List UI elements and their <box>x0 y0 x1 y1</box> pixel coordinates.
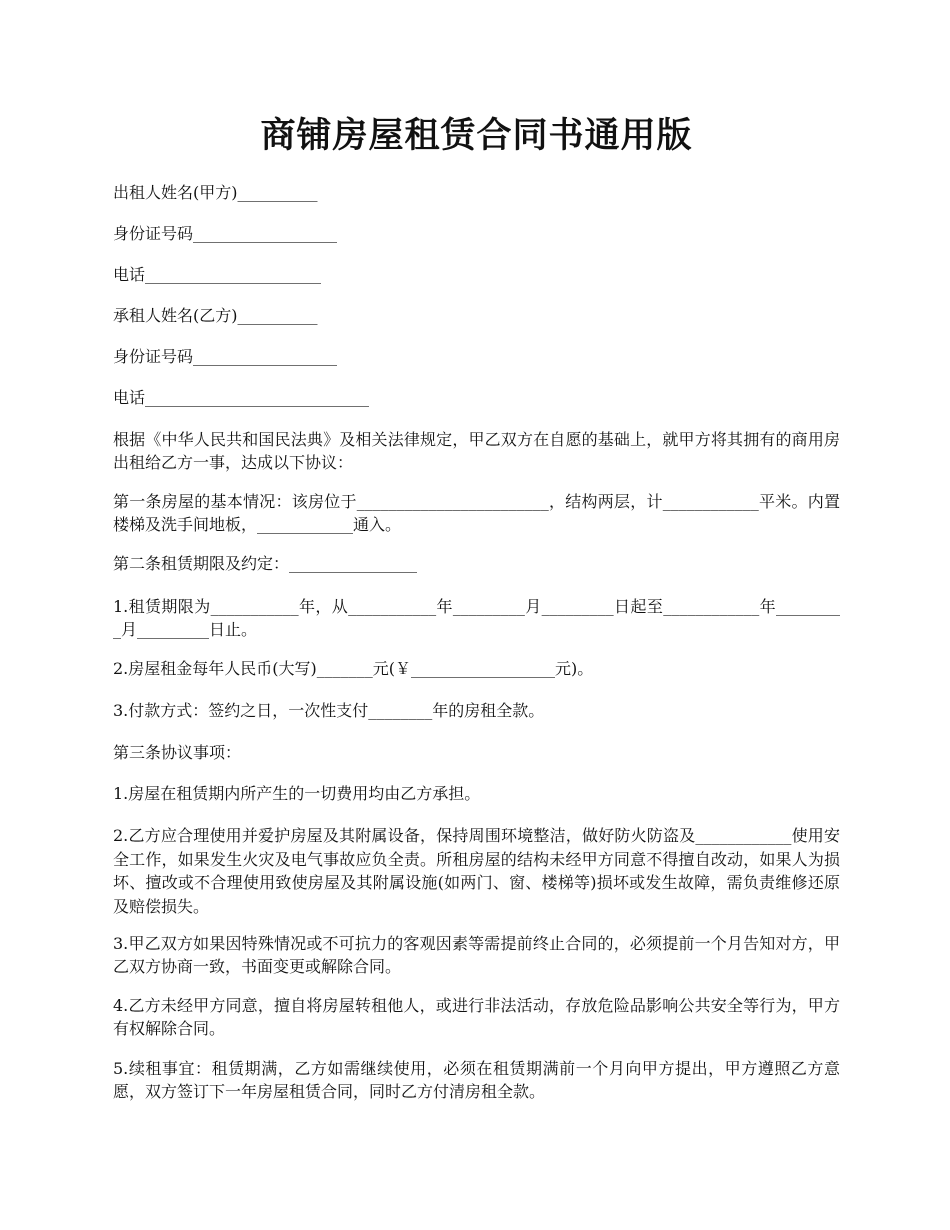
lessor-name-field: 出租人姓名(甲方)__________ <box>113 183 318 202</box>
lessor-phone-field: 电话______________________ <box>113 265 322 284</box>
intro-paragraph: 根据《中华人民共和国民法典》及相关法律规定，甲乙双方在自愿的基础上，就甲方将其拥有的商用房出租给乙方一事，达成以下协议： <box>113 430 840 472</box>
agreement-item-3: 3.甲乙双方如果因特殊情况或不可抗力的客观因素等需提前终止合同的，必须提前一个月告知对方，甲乙双方协商一致，书面变更或解除合同。 <box>113 934 840 976</box>
article-1-paragraph: 第一条房屋的基本情况：该房位于________________________，结构两层，计____________平米。内置楼梯及洗手间地板，____________通入。 <box>113 492 840 534</box>
payment-paragraph: 3.付款方式：签约之日，一次性支付________年的房租全款。 <box>113 701 545 720</box>
agreement-item-2: 2.乙方应合理使用并爱护房屋及其附属设备，保持周围环境整洁，做好防火防盗及____________使用安全工作，如果发生火灾及电气事故应负全责。所租房屋的结构未经甲方同意不得擅自改动，如果人为损坏、擅改或不合理使用致使房屋及其附属设施(如两门、窗、楼梯等)损坏或发生故障，需负责维修还原及赔偿损失。 <box>113 826 840 916</box>
lessee-name-field: 承租人姓名(乙方)__________ <box>113 306 318 325</box>
lessor-id-field: 身份证号码__________________ <box>113 224 338 243</box>
agreement-item-4: 4.乙方未经甲方同意，擅自将房屋转租他人，或进行非法活动，存放危险品影响公共安全等行为，甲方有权解除合同。 <box>113 996 840 1038</box>
article-3-heading: 第三条协议事项： <box>113 743 242 762</box>
rent-paragraph: 2.房屋租金每年人民币(大写)_______元(￥__________________元)。 <box>113 659 594 678</box>
lease-term-paragraph: 1.租赁期限为___________年，从___________年_________月_________日起至____________年_________月_________日止。 <box>113 597 840 639</box>
lessee-phone-field: 电话____________________________ <box>113 388 370 407</box>
article-2-heading: 第二条租赁期限及约定：________________ <box>113 554 418 573</box>
agreement-item-1: 1.房屋在租赁期内所产生的一切费用均由乙方承担。 <box>113 784 481 803</box>
lessee-id-field: 身份证号码__________________ <box>113 347 338 366</box>
document-title: 商铺房屋租赁合同书通用版 <box>260 115 693 156</box>
agreement-item-5: 5.续租事宜：租赁期满，乙方如需继续使用，必须在租赁期满前一个月向甲方提出，甲方遵照乙方意愿，双方签订下一年房屋租赁合同，同时乙方付清房租全款。 <box>113 1059 840 1101</box>
